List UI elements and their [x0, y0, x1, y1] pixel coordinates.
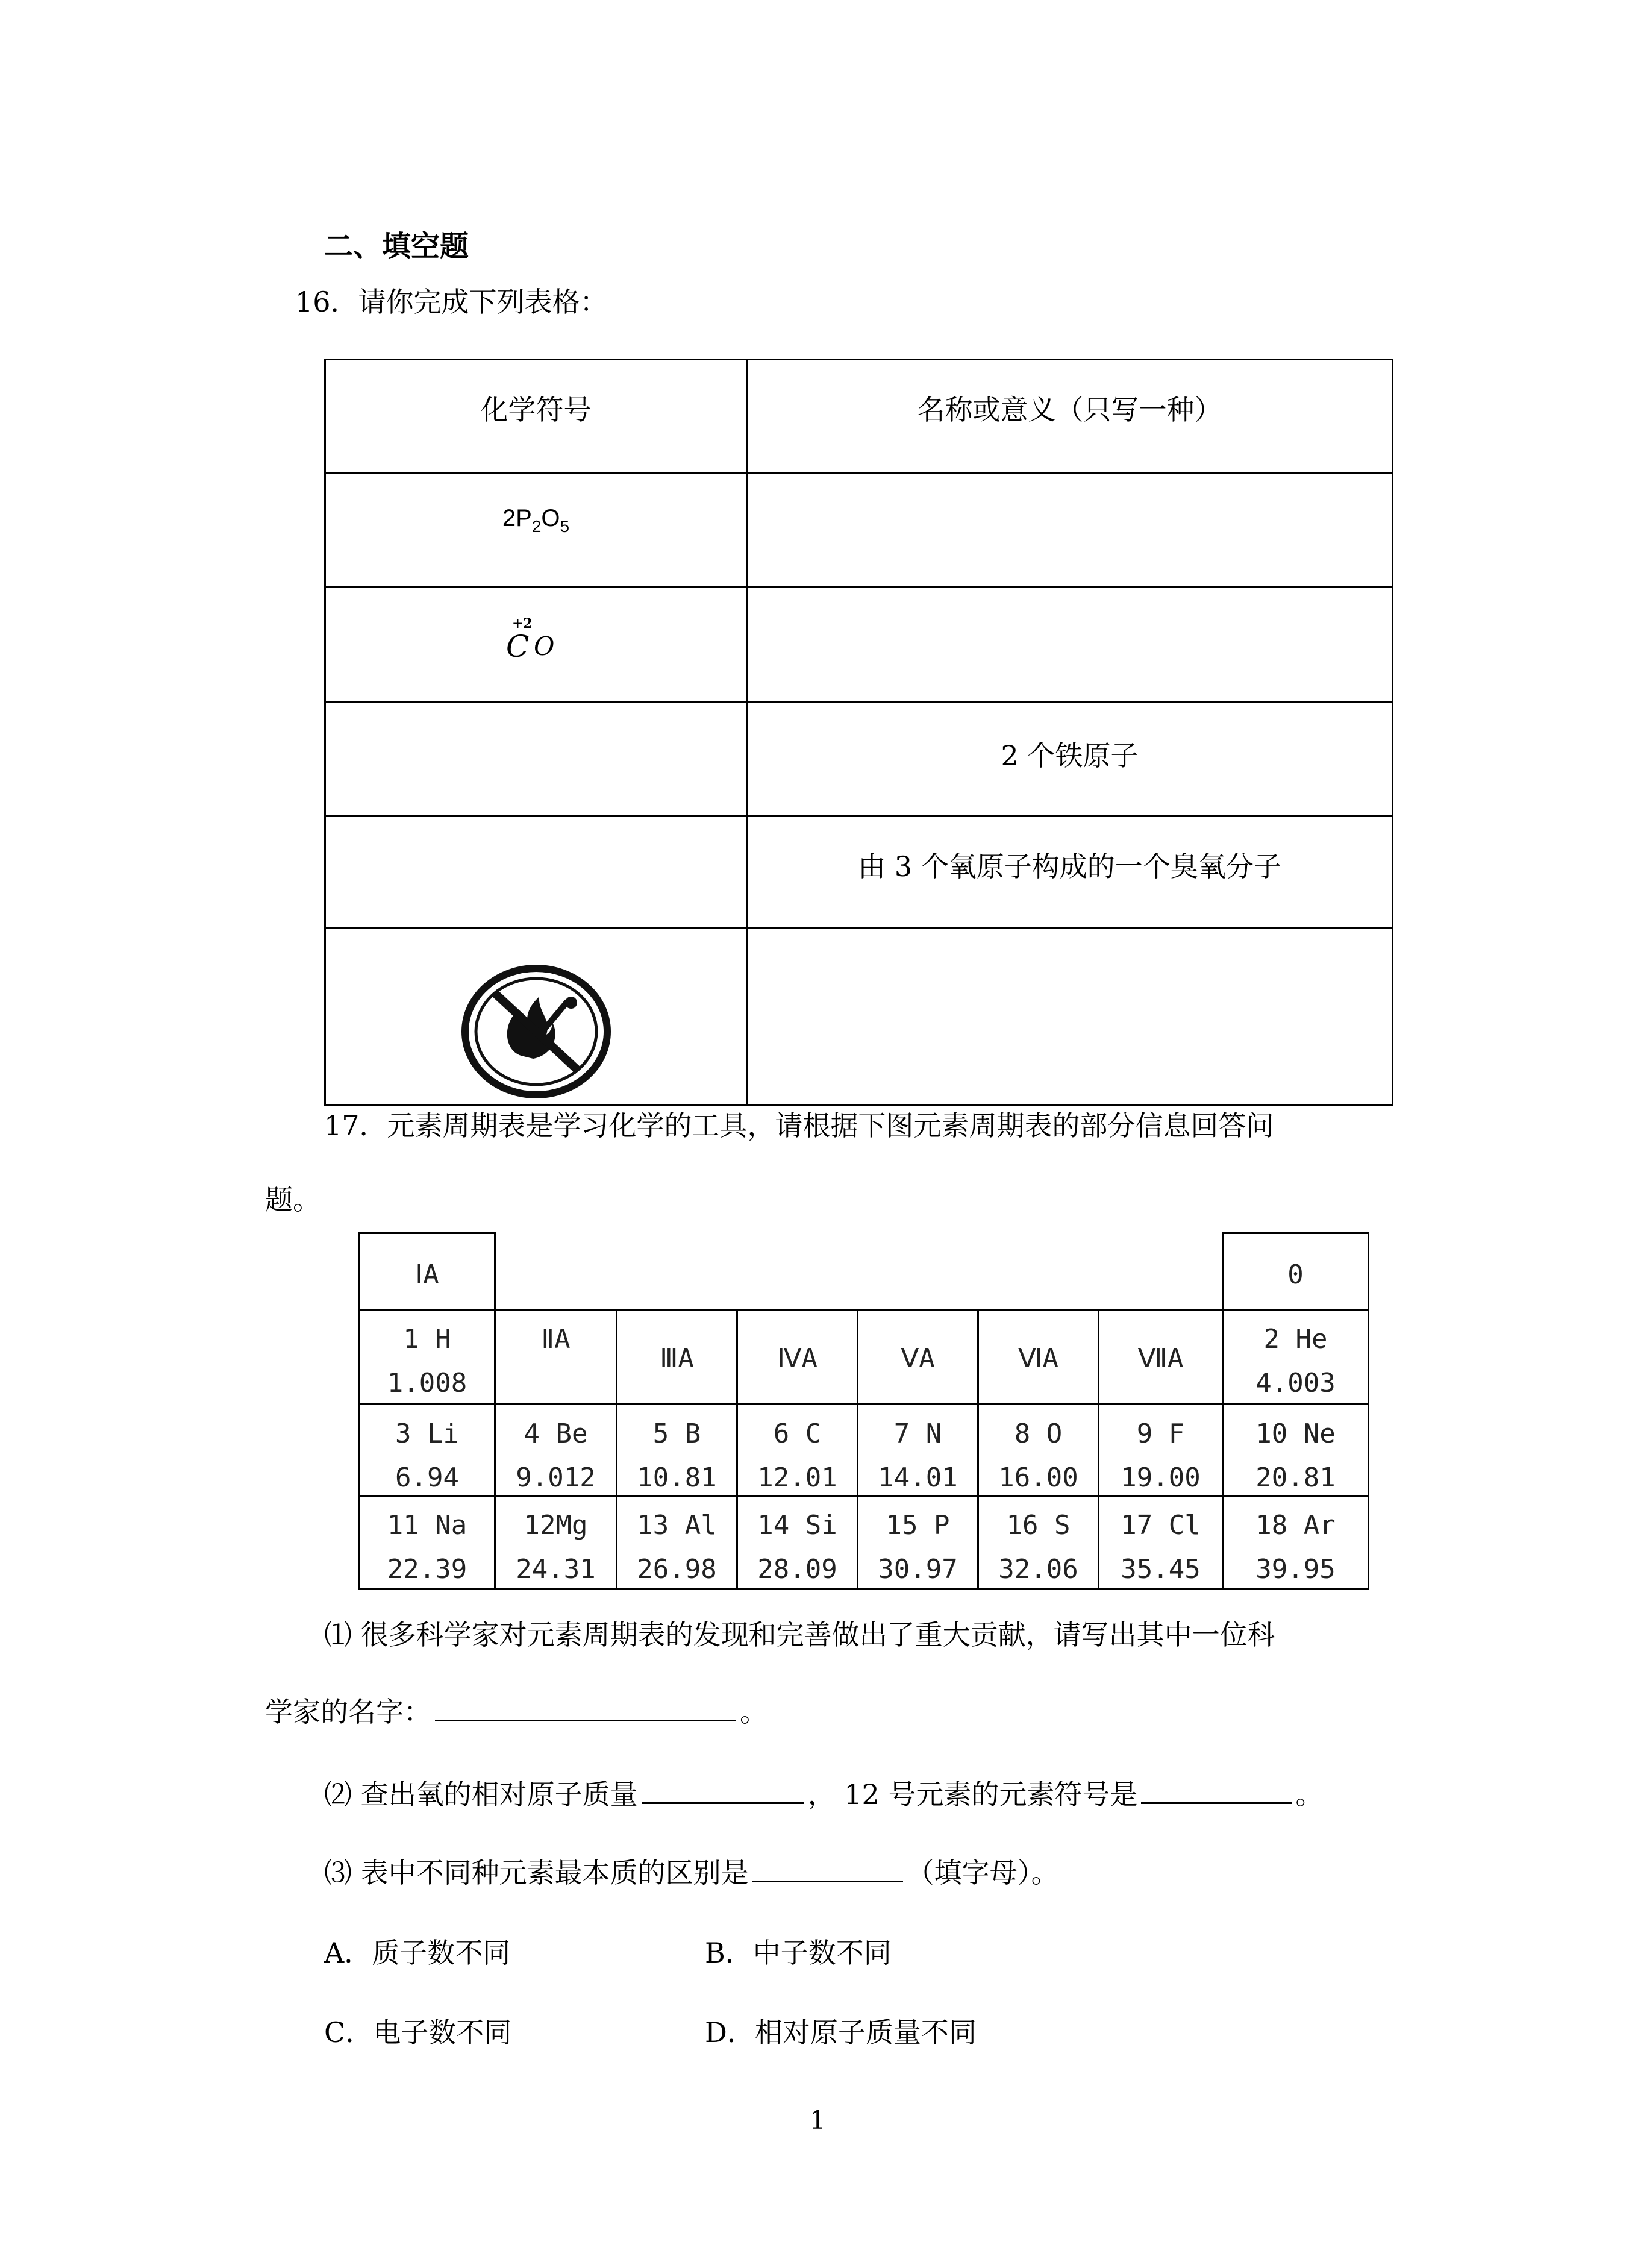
meaning-cell-5[interactable]: [747, 929, 1393, 1106]
element-cell-cl: 17 Cl 35.45: [1098, 1495, 1224, 1590]
group-header-6a: ⅥA: [977, 1309, 1099, 1405]
oxygen-symbol: O: [534, 631, 555, 661]
header-meaning: 名称或意义（只写一种）: [747, 360, 1393, 473]
element-cell-s: 16 S 32.06: [977, 1495, 1099, 1590]
element12-symbol-blank[interactable]: [1141, 1802, 1292, 1804]
group-header-0: 0: [1222, 1232, 1369, 1311]
symbol-cell-3[interactable]: [325, 702, 747, 816]
q17-sub2-line: [324, 1778, 1324, 1811]
symbol-p2o5-mid: O: [541, 505, 560, 531]
meaning-cell-4: [747, 816, 1393, 929]
q16-prompt: 16．请你完成下列表格：: [295, 286, 608, 318]
difference-answer-blank[interactable]: [752, 1880, 903, 1882]
element-cell-b: 5 B 10.81: [616, 1403, 738, 1497]
group-header-3a: ⅢA: [616, 1309, 738, 1405]
element-cell-ar: 18 Ar 39.95: [1222, 1495, 1369, 1590]
charge-label: +2: [512, 616, 533, 631]
meaning-cell-1[interactable]: [747, 473, 1393, 587]
q17-sub1-line2: [265, 1698, 767, 1726]
element-cell-ne: 10 Ne 20.81: [1222, 1403, 1369, 1497]
q17-sub2-end: 。: [1295, 1778, 1324, 1811]
q17-sub1-line1: ⑴ 很多科学家对元素周期表的发现和完善做出了重大贡献，请写出其中一位科: [324, 1618, 1275, 1651]
q17-sub2-label-b: ， 12 号元素的元素符号是: [807, 1778, 1138, 1811]
group-header-1a: ⅠA: [358, 1232, 496, 1311]
element-cell-he: 2 He 4.003: [1222, 1309, 1369, 1405]
option-a[interactable]: A．质子数不同: [324, 1937, 511, 1969]
symbol-p2o5-sub2: 5: [560, 517, 570, 536]
q17-sub3-line: [324, 1856, 1059, 1889]
symbol-p2o5-sub1: 2: [531, 517, 542, 536]
element-cell-p: 15 P 30.97: [857, 1495, 979, 1590]
element-cell-f: 9 F 19.00: [1098, 1403, 1224, 1497]
q17-sub2-label-a: ⑵ 查出氧的相对原子质量: [324, 1778, 638, 1811]
meaning-cell-3: [747, 702, 1393, 816]
element-cell-na: 11 Na 22.39: [358, 1495, 496, 1590]
element-cell-al: 13 Al 26.98: [616, 1495, 738, 1590]
meaning-cell-2[interactable]: [747, 587, 1393, 702]
q17-prompt-line1: 17．元素周期表是学习化学的工具，请根据下图元素周期表的部分信息回答问: [324, 1109, 1274, 1142]
symbol-cell-sign: [325, 929, 747, 1106]
element-cell-mg: 12Mg 24.31: [494, 1495, 617, 1590]
element-cell-c: 6 C 12.01: [736, 1403, 858, 1497]
header-symbol: 化学符号: [325, 360, 747, 473]
scientist-name-blank[interactable]: [435, 1719, 736, 1721]
q17-sub1-label: 学家的名字：: [265, 1696, 431, 1728]
q17-sub1-end: 。: [740, 1696, 767, 1728]
symbol-cell-4[interactable]: [325, 816, 747, 929]
element-cell-li: 3 Li 6.94: [358, 1403, 496, 1497]
q17-sub3-label: ⑶ 表中不同种元素最本质的区别是: [324, 1856, 749, 1889]
element-cell-o: 8 O 16.00: [977, 1403, 1099, 1497]
group-header-5a: ⅤA: [857, 1309, 979, 1405]
no-fire-sign-icon: [461, 965, 611, 1098]
section-title: 二、填空题: [324, 230, 469, 263]
element-cell-si: 14 Si 28.09: [736, 1495, 858, 1590]
element-cell-be: 4 Be 9.012: [494, 1403, 617, 1497]
oxygen-mass-blank[interactable]: [642, 1802, 804, 1804]
element-cell-h: 1 H 1.008: [358, 1309, 496, 1405]
element-cell-n: 7 N 14.01: [857, 1403, 979, 1497]
option-c[interactable]: C．电子数不同: [324, 2016, 512, 2049]
option-b[interactable]: B．中子数不同: [705, 1937, 892, 1969]
page-number: 1: [810, 2105, 826, 2135]
q17-sub3-end: （填字母）。: [906, 1856, 1059, 1889]
meaning-iron-atoms: 2 个铁原子: [1001, 739, 1139, 772]
symbol-cell-p2o5: [325, 473, 747, 587]
meaning-ozone-molecule: 由 3 个氧原子构成的一个臭氧分子: [858, 850, 1281, 883]
option-d[interactable]: D．相对原子质量不同: [705, 2016, 977, 2049]
group-header-4a: ⅣA: [736, 1309, 858, 1405]
q17-prompt-line2: 题。: [265, 1183, 320, 1216]
q16-table: [324, 359, 1393, 1106]
symbol-cell-co: [325, 587, 747, 702]
carbon-symbol: C: [506, 629, 530, 664]
group-header-2a: ⅡA: [494, 1309, 617, 1405]
symbol-p2o5-main: 2P: [502, 505, 532, 531]
group-header-7a: ⅦA: [1098, 1309, 1224, 1405]
